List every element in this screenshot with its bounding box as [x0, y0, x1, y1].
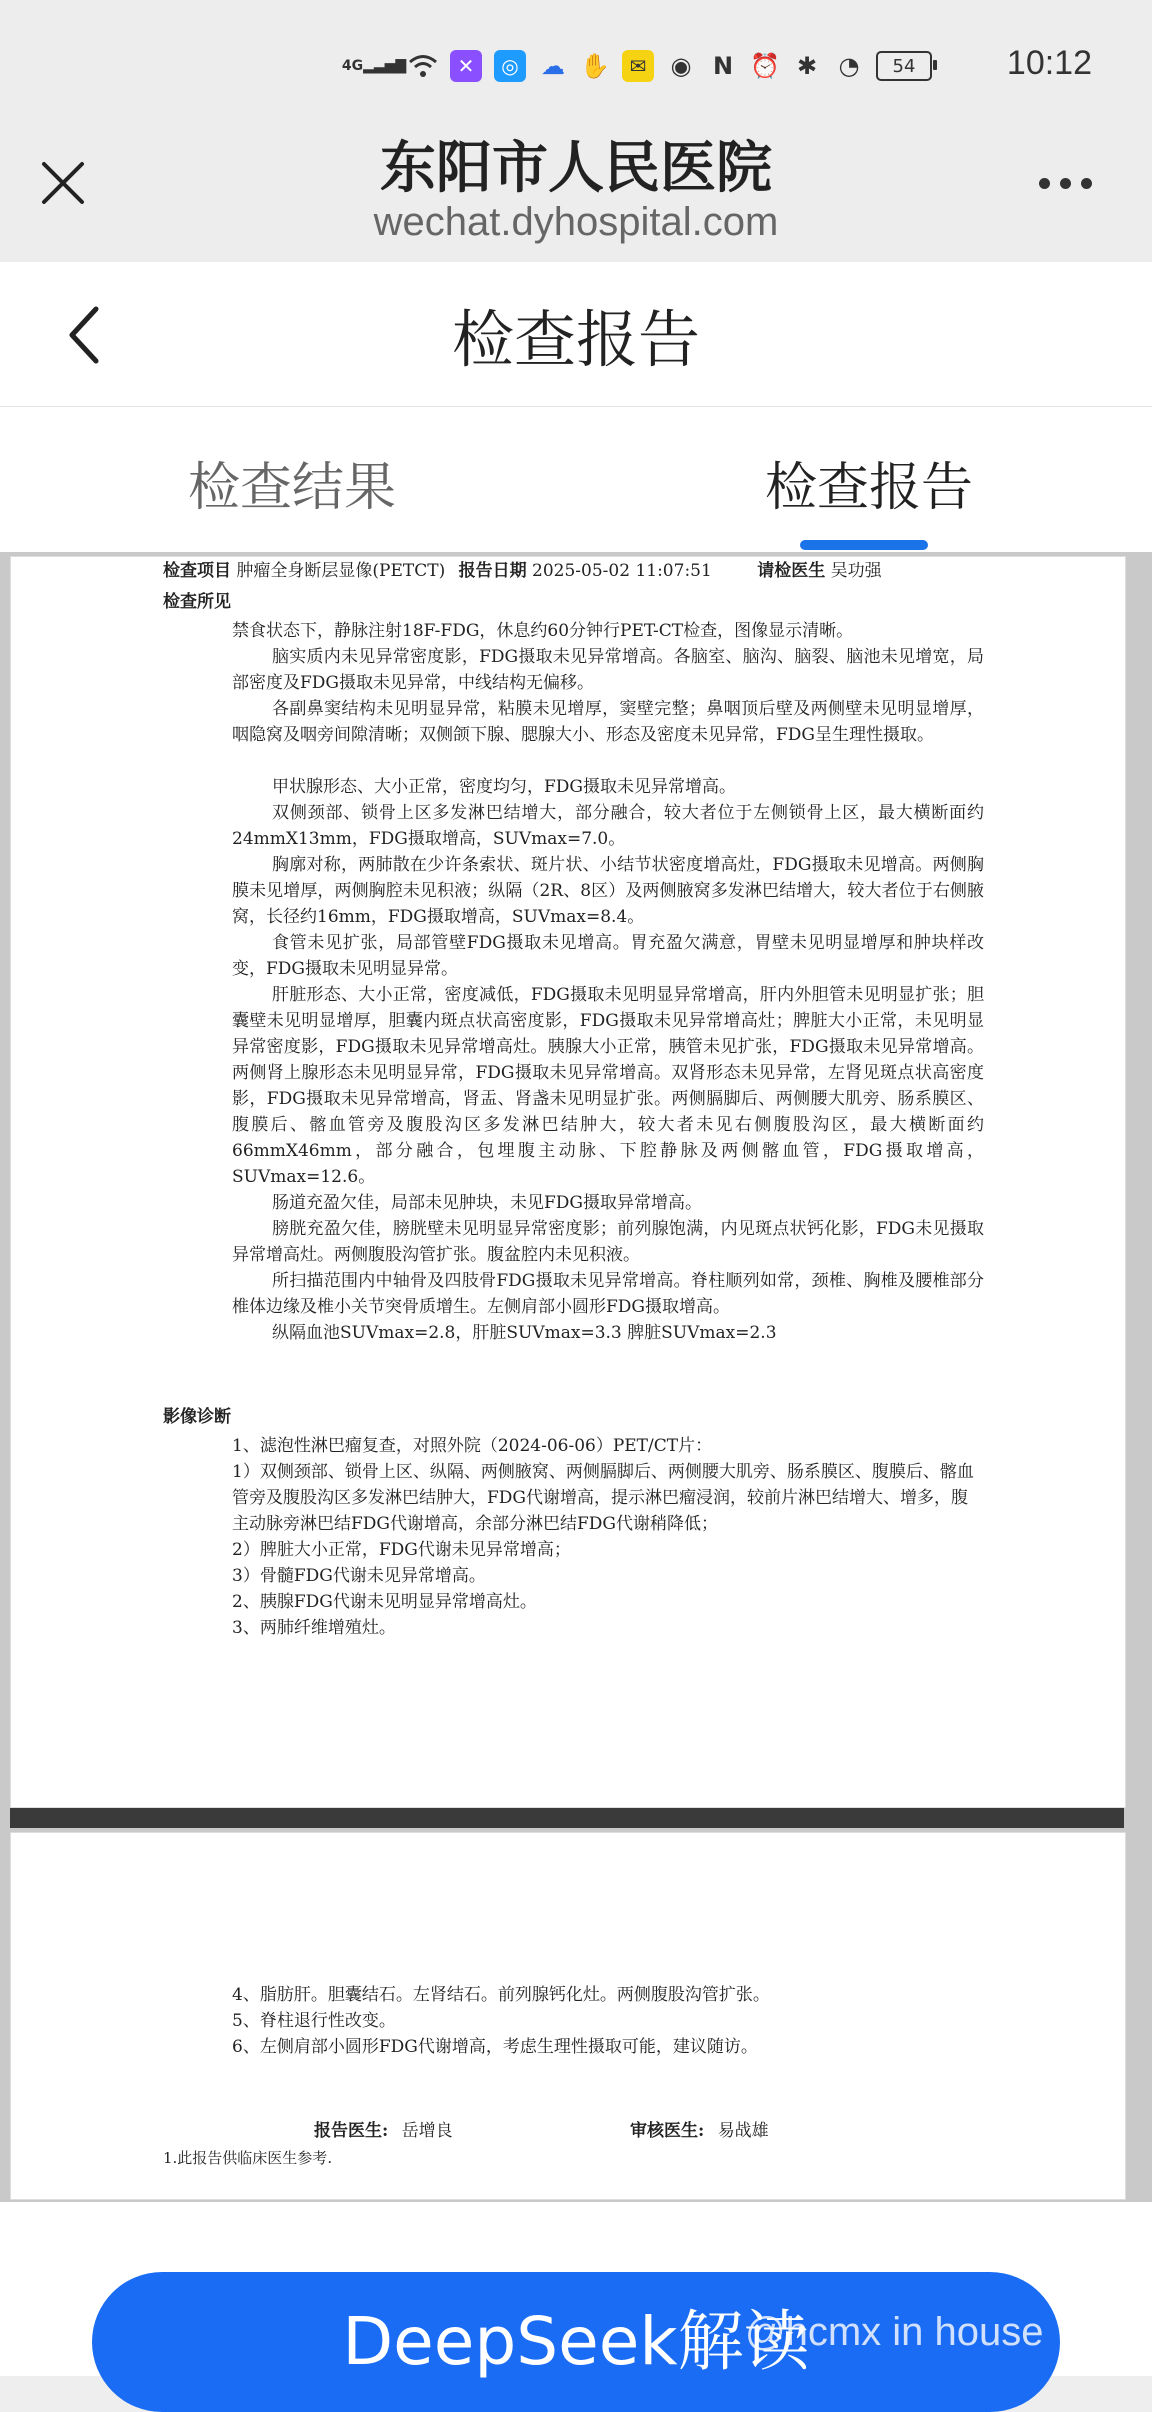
diagnosis-item: 2、胰腺FDG代谢未见明显异常增高灶。 — [232, 1592, 537, 1612]
deepseek-button-label: DeepSeek解读 — [342, 2303, 810, 2380]
diagnosis-item: 3、两肺纤维增殖灶。 — [232, 1618, 396, 1638]
tab-report[interactable]: 检查报告 — [765, 458, 974, 518]
reporter-label: 报告医生: — [314, 2121, 389, 2141]
finding-paragraph: 肠道充盈欠佳，局部未见肿块，未见FDG摄取异常增高。 — [272, 1193, 703, 1213]
bluetooth-icon: ✱ — [796, 52, 818, 80]
request-doctor-label: 请检医生 — [757, 561, 826, 581]
diagnosis-heading: 影像诊断 — [163, 1407, 231, 1427]
diagnosis-item: 5、脊柱退行性改变。 — [232, 2011, 396, 2031]
site-title: 东阳市人民医院 — [380, 136, 772, 201]
eye-icon: ◉ — [670, 52, 692, 80]
report-header-line — [163, 556, 882, 581]
reviewing-doctor — [630, 2116, 769, 2141]
diagnosis-item: 2）脾脏大小正常，FDG代谢未见异常增高； — [232, 1540, 571, 1560]
exam-item-label: 检查项目 — [163, 561, 231, 581]
exam-item-value: 肿瘤全身断层显像(PETCT) — [236, 561, 446, 581]
diagnosis-item: 4、脂肪肝。胆囊结石。左肾结石。前列腺钙化灶。两侧腹股沟管扩张。 — [232, 1985, 770, 2005]
status-icons — [341, 46, 932, 86]
battery-level: 54 — [892, 55, 916, 77]
diagnosis-item: 1、滤泡性淋巴瘤复查，对照外院（2024-06-06）PET/CT片： — [232, 1436, 713, 1456]
more-options-icon[interactable] — [1039, 178, 1092, 189]
alarm-icon: ⏰ — [750, 52, 780, 80]
diagnosis-item: 1）双侧颈部、锁骨上区、纵隔、两侧腋窝、两侧膈脚后、两侧腰大肌旁、肠系膜区、腹膜后、髂血管旁及腹股沟区多发淋巴结肿大，FDG代谢增高，提示淋巴瘤浸润，较前片淋巴结增大、增多，腹主动脉旁淋巴结FDG代谢增高，余部分淋巴结FDG代谢稍降低； — [232, 1462, 974, 1534]
report-footnote: 1.此报告供临床医生参考. — [163, 2149, 333, 2167]
watermark: @hcmx in house — [745, 2310, 1044, 2354]
app-notification-icon: ✕ — [450, 50, 482, 82]
tab-results[interactable]: 检查结果 — [188, 458, 397, 518]
chat-app-icon: ☁ — [541, 52, 565, 80]
diagnosis-item: 6、左侧肩部小圆形FDG代谢增高，考虑生理性摄取可能，建议随访。 — [232, 2037, 758, 2057]
reporter-name: 岳增良 — [401, 2121, 453, 2141]
wifi-icon — [408, 51, 438, 81]
reviewer-name: 易战雄 — [717, 2121, 769, 2141]
findings-heading: 检查所见 — [163, 592, 231, 612]
finding-paragraph: 食管未见扩张，局部管壁FDG摄取未见增高。胃充盈欠满意，胃壁未见明显增厚和肿块样改变，FDG摄取未见明显异常。 — [232, 933, 984, 979]
speed-icon: ◔ — [838, 52, 860, 80]
finding-paragraph: 膀胱充盈欠佳，膀胱壁未见明显异常密度影；前列腺饱满，内见斑点状钙化影，FDG未见摄取异常增高灶。两侧腹股沟管扩张。腹盆腔内未见积液。 — [232, 1219, 984, 1265]
finding-paragraph: 胸廓对称，两肺散在少许条索状、斑片状、小结节状密度增高灶，FDG摄取未见增高。两侧胸膜未见增厚，两侧胸腔未见积液；纵隔（2R、8区）及两侧腋窝多发淋巴结增大，较大者位于右侧腋窝，长径约16mm，FDG摄取增高，SUVmax=8.4。 — [232, 855, 984, 927]
clock: 10:12 — [1006, 44, 1092, 82]
finding-paragraph: 双侧颈部、锁骨上区多发淋巴结增大，部分融合，较大者位于左侧锁骨上区，最大横断面约24mmX13mm，FDG摄取增高，SUVmax=7.0。 — [232, 803, 984, 849]
reviewer-label: 审核医生: — [630, 2121, 705, 2141]
report-date-value: 2025-05-02 11:07:51 — [532, 561, 712, 581]
tab-bar — [0, 407, 1152, 552]
network-type: 4G — [341, 58, 364, 74]
finding-paragraph: 脑实质内未见异常密度影，FDG摄取未见异常增高。各脑室、脑沟、脑裂、脑池未见增宽，局部密度及FDG摄取未见异常，中线结构无偏移。 — [232, 647, 984, 693]
battery-icon — [876, 51, 932, 81]
finding-paragraph: 所扫描范围内中轴骨及四肢骨FDG摄取未见异常增高。脊柱顺列如常，颈椎、胸椎及腰椎部分椎体边缘及椎小关节突骨质增生。左侧肩部小圆形FDG摄取增高。 — [232, 1271, 984, 1317]
diagnosis-item: 3）骨髓FDG代谢未见异常增高。 — [232, 1566, 486, 1586]
mail-app-icon: ✉ — [622, 50, 654, 82]
search-app-icon: ◎ — [494, 50, 526, 82]
site-url: wechat.dyhospital.com — [373, 200, 779, 244]
page-separator — [10, 1808, 1124, 1828]
signal-icon: 4G ▂▃▅▇ — [341, 58, 407, 74]
reporting-doctor — [314, 2116, 453, 2141]
active-tab-indicator — [800, 540, 928, 550]
hand-icon: ✋ — [580, 52, 610, 80]
finding-paragraph: 纵隔血池SUVmax=2.8，肝脏SUVmax=3.3 脾脏SUVmax=2.3 — [272, 1323, 777, 1343]
finding-paragraph: 肝脏形态、大小正常，密度减低，FDG摄取未见明显异常增高，肝内外胆管未见明显扩张；胆囊壁未见明显增厚，胆囊内斑点状高密度影，FDG摄取未见异常增高灶；脾脏大小正常，未见明显异常密度影，FDG摄取未见异常增高灶。胰腺大小正常，胰管未见扩张，FDG摄取未见异常增高。两侧肾上腺形态未见明显异常，FDG摄取未见异常增高。双肾形态未见异常，左肾见斑点状高密度影，FDG摄取未见异常增高，肾盂、肾盏未见明显扩张。两侧膈脚后、两侧腰大肌旁、肠系膜区、腹膜后、髂血管旁及腹股沟区多发淋巴结肿大，较大者未见右侧腹股沟区，最大横断面约66mmX46mm，部分融合，包埋腹主动脉、下腔静脉及两侧髂血管，FDG摄取增高，SUVmax=12.6。 — [232, 985, 984, 1187]
request-doctor-value: 吴功强 — [830, 561, 882, 581]
finding-paragraph: 各副鼻窦结构未见明显异常，粘膜未见增厚，窦壁完整；鼻咽顶后壁及两侧壁未见明显增厚，咽隐窝及咽旁间隙清晰；双侧颌下腺、腮腺大小、形态及密度未见异常，FDG呈生理性摄取。 — [232, 699, 984, 745]
page-title: 检查报告 — [451, 303, 700, 376]
finding-paragraph: 禁食状态下，静脉注射18F-FDG，休息约60分钟行PET-CT检查，图像显示清晰。 — [232, 621, 854, 641]
finding-paragraph: 甲状腺形态、大小正常，密度均匀，FDG摄取未见异常增高。 — [272, 777, 737, 797]
nfc-icon: N — [712, 52, 734, 80]
report-date-label: 报告日期 — [458, 561, 527, 581]
